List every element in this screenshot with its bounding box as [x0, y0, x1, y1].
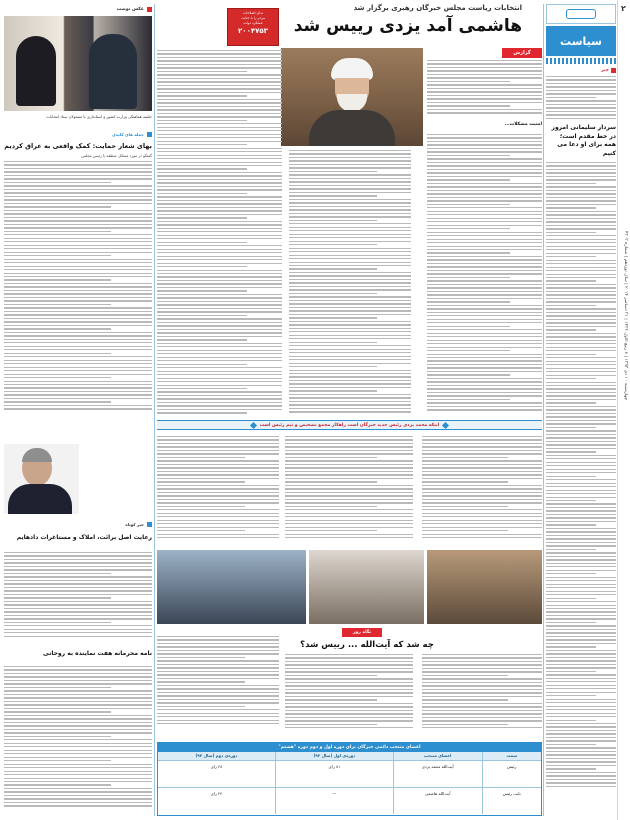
- table-cell: آیت‌الله محمد یزدی: [393, 761, 482, 787]
- photo-note-label: عکس نوشت: [116, 6, 144, 12]
- strip-photo-meeting: [157, 550, 306, 624]
- stamp-line-3: عملکرد دولت: [243, 21, 263, 25]
- left-portrait-photo: [4, 444, 79, 514]
- section-logo-box: [546, 4, 616, 24]
- left-short-news-label: خبر کوتاه: [125, 521, 144, 527]
- table-header-cell: دوره‌ی اول (سال ۹۲): [275, 752, 393, 760]
- table-header-cell: اعضای منتخب: [393, 752, 482, 760]
- mid-bar-text: اینکه محمد یزدی رئیس جدید خبرگان است راهکار مجمع تشخیص و تیم رئیس است: [259, 422, 440, 428]
- table-header-cell: دوره‌ی دوم (سال ۹۳): [195, 753, 238, 758]
- table-cell: ۸۱ رای: [275, 761, 393, 787]
- left-subhead-1: گفتگو در مورد مسائل منطقه با رئیس مجلس: [81, 153, 152, 158]
- left-news-kicker: [4, 130, 152, 138]
- table-cell: آیت‌الله هاشمی: [393, 788, 482, 814]
- portrait-hair: [22, 448, 52, 462]
- right-kicker: [546, 68, 616, 73]
- kicker-square-icon: [147, 7, 152, 12]
- article-col-2: [289, 150, 411, 414]
- report-label: [502, 48, 542, 58]
- kicker-square-icon: [147, 522, 152, 527]
- bottom-col-3: [157, 636, 279, 738]
- main-supertitle: انتخابات ریاست مجلس خبرگان رهبری برگزار شد: [353, 4, 522, 12]
- right-col-body: [546, 162, 616, 802]
- photo-note-kicker: [4, 4, 152, 14]
- main-title: هاشمی آمد یزدی رییس شد: [293, 16, 522, 36]
- table-row: [158, 787, 541, 814]
- left-body-1: [4, 161, 152, 433]
- table-cell: رئیس: [482, 761, 541, 787]
- left-headline-1: بهای شعار حمایت: کمک واقعی به عراق کردیم: [4, 142, 152, 150]
- photo-cleric-turban: [331, 58, 373, 80]
- right-kicker-label: خبر: [601, 68, 609, 73]
- table-cell: —: [275, 788, 393, 814]
- article-col-3: [157, 50, 282, 414]
- stamp-number: ۲۰۰۴۷۵۳: [238, 27, 268, 35]
- table-row: [158, 760, 541, 787]
- right-col-intro-text: [546, 76, 616, 122]
- mid-blue-bar: [157, 420, 542, 430]
- stamp-line-1: ندای اصلاحات: [242, 11, 264, 15]
- table-header-row: [158, 752, 541, 760]
- photo-cleric-robe: [309, 110, 395, 146]
- section-label: سیاست: [546, 26, 616, 56]
- strip-photo-assembly: [427, 550, 542, 624]
- bottom-kicker: [342, 628, 382, 637]
- lower-col-1: [422, 436, 542, 548]
- left-photo-caption: جلسه هماهنگی وزارت کشور و استانداری با مسئولان ستاد انتخابات: [46, 114, 152, 119]
- left-top-photo: [4, 16, 152, 111]
- table-header-cell: سمت: [482, 752, 541, 760]
- stamp-line-2: مردم را با جنایت: [240, 16, 266, 20]
- table-caption: اعضای منتخب دائمی خبرگان برای دوره اول و دوم دوره "هشتم": [158, 743, 541, 752]
- elected-members-table: [157, 742, 542, 816]
- left-short-news-kicker: [4, 520, 152, 528]
- mid-bar-diamond-icon: [250, 421, 257, 428]
- bottom-title: چه شد که آیت‌الله ... رییس شد؟: [300, 640, 434, 650]
- portrait-suit: [8, 484, 72, 514]
- page-number: ۲: [621, 4, 626, 13]
- table-cell: ۴۸ رای: [210, 764, 223, 769]
- kicker-bullet-icon: [611, 68, 616, 73]
- left-headline-2: رعایت اصل برائت، املاک و مستاغرات دادهایم: [16, 534, 152, 541]
- column-rule-right: [543, 4, 544, 816]
- strip-photo-hall: [309, 550, 424, 624]
- left-news-label: جمله های کلیدی: [112, 131, 144, 137]
- section-stripe: [546, 58, 616, 64]
- left-body-3: [4, 666, 152, 816]
- report-label-text: گزارش: [513, 50, 531, 56]
- red-stamp: [227, 8, 279, 46]
- lower-col-2: [285, 436, 413, 548]
- main-photo-cleric: [281, 48, 423, 146]
- photo-strip: [157, 550, 542, 624]
- bottom-col-2: [285, 654, 413, 738]
- page-date-info: چهارشنبه ۱۰ دی ۱۳۹۳ | ۸ ربیع الاول ۱۴۳۶ | ۳۱ دسامبر ۲۰۱۴ | سال نوزدهم | شماره ۴۳۰۳: [623, 230, 628, 400]
- report-quote-title: امنیت مشکلات...: [504, 122, 542, 127]
- main-area: [157, 4, 542, 816]
- photo-figure-left: [16, 36, 56, 106]
- right-column: [546, 4, 616, 816]
- left-headline-3: نامه محرمانه هفت نماینده به روحانی: [43, 650, 152, 657]
- newspaper-logo-icon: [566, 9, 596, 19]
- page-edge-strip: [617, 0, 630, 820]
- bottom-col-1: [422, 654, 542, 738]
- table-cell: ۲۴ رای: [210, 791, 223, 796]
- right-col-headline: سردار سلیمانی امروز در خط مقدم است؛ همه برای او دعا می کنیم: [551, 124, 616, 157]
- report-lead-text: [427, 60, 542, 120]
- left-body-2: [4, 552, 152, 644]
- mid-bar-diamond-icon: [442, 421, 449, 428]
- photo-figure-right: [89, 34, 137, 109]
- table-cell: نایب رئیس: [482, 788, 541, 814]
- kicker-square-icon: [147, 132, 152, 137]
- bottom-kicker-text: نگاه روز: [352, 630, 372, 635]
- column-rule-left: [154, 4, 155, 816]
- left-column: [4, 4, 152, 816]
- lower-col-3: [157, 436, 279, 548]
- article-col-1: [427, 134, 542, 414]
